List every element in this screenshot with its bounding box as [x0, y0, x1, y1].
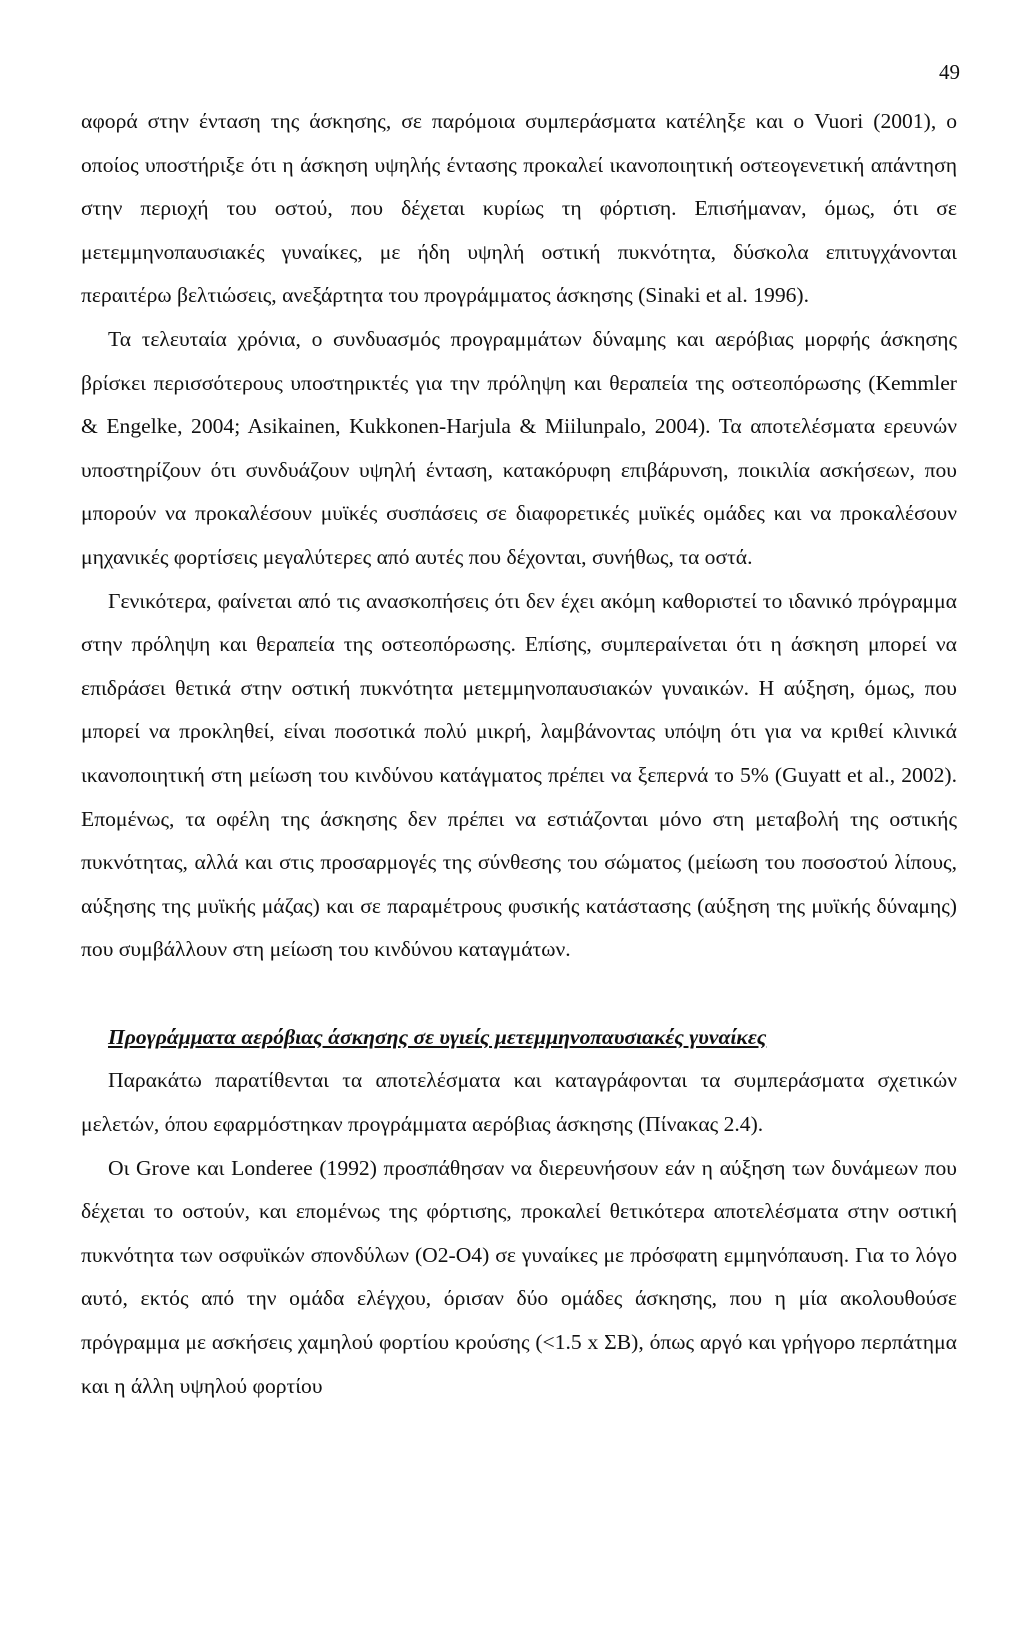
document-body — [81, 100, 957, 1408]
paragraph-1: αφορά στην ένταση της άσκησης, σε παρόμοια συμπεράσματα κατέληξε και ο Vuori (2001), ο οποίος υποστήριξε ότι η άσκηση υψηλής έντασης προκαλεί ικανοποιητική οστεογενετική απάντηση στην περιοχή του οστού, που δέχεται κυρίως τη φόρτιση. Επισήμαναν, όμως, ότι σε μετεμμηνοπαυσιακές γυναίκες, με ήδη υψηλή οστική πυκνότητα, δύσκολα επιτυγχάνονται περαιτέρω βελτιώσεις, ανεξάρτητα του προγράμματος άσκησης (Sinaki et al. 1996). — [81, 109, 957, 308]
section-heading: Προγράμματα αερόβιας άσκησης σε υγιείς μετεμμηνοπαυσιακές γυναίκες — [108, 1024, 767, 1049]
paragraph-5: Οι Grove και Londeree (1992) προσπάθησαν να διερευνήσουν εάν η αύξηση των δυνάμεων που δέχεται το οστούν, και επομένως της φόρτισης, προκαλεί θετικότερα αποτελέσματα στην οστική πυκνότητα των οσφυϊκών σπονδύλων (Ο2-Ο4) σε γυναίκες με πρόσφατη εμμηνόπαυση. Για το λόγο αυτό, εκτός από την ομάδα ελέγχου, όρισαν δύο ομάδες άσκησης, που η μία ακολουθούσε πρόγραμμα με ασκήσεις χαμηλού φορτίου κρούσης (<1.5 x ΣΒ), όπως αργό και γρήγορο περπάτημα και η άλλη υψηλού φορτίου — [81, 1155, 957, 1398]
paragraph-3: Γενικότερα, φαίνεται από τις ανασκοπήσεις ότι δεν έχει ακόμη καθοριστεί το ιδανικό πρόγραμμα στην πρόληψη και θεραπεία της οστεοπόρωσης. Επίσης, συμπεραίνεται ότι η άσκηση μπορεί να επιδράσει θετικά στην οστική πυκνότητα μετεμμηνοπαυσιακών γυναικών. Η αύξηση, όμως, που μπορεί να προκληθεί, είναι ποσοτικά πολύ μικρή, λαμβάνοντας υπόψη ότι για να κριθεί κλινικά ικανοποιητική στη μείωση του κινδύνου κατάγματος πρέπει να ξεπερνά το 5% (Guyatt et al., 2002). Επομένως, τα οφέλη της άσκησης δεν πρέπει να εστιάζονται μόνο στη μεταβολή της οστικής πυκνότητας, αλλά και στις προσαρμογές της σύνθεσης του σώματος (μείωση του ποσοστού λίπους, αύξησης της μυϊκής μάζας) και σε παραμέτρους φυσικής κατάστασης (αύξηση της μυϊκής δύναμης) που συμβάλλουν στη μείωση του κινδύνου καταγμάτων. — [81, 588, 957, 962]
page-number: 49 — [939, 60, 960, 84]
paragraph-4: Παρακάτω παρατίθενται τα αποτελέσματα και καταγράφονται τα συμπεράσματα σχετικών μελετών, όπου εφαρμόστηκαν προγράμματα αερόβιας άσκησης (Πίνακας 2.4). — [81, 1068, 957, 1137]
paragraph-2: Τα τελευταία χρόνια, ο συνδυασμός προγραμμάτων δύναμης και αερόβιας μορφής άσκησης βρίσκει περισσότερους υποστηρικτές για την πρόληψη και θεραπεία της οστεοπόρωσης (Kemmler & Engelke, 2004; Asikainen, Kukkonen-Harjula & Miilunpalo, 2004). Τα αποτελέσματα ερευνών υποστηρίζουν ότι συνδυάζουν υψηλή ένταση, κατακόρυφη επιβάρυνση, ποικιλία ασκήσεων, που μπορούν να προκαλέσουν μυϊκές συσπάσεις σε διαφορετικές μυϊκές ομάδες και να προκαλέσουν μηχανικές φορτίσεις μεγαλύτερες από αυτές που δέχονται, συνήθως, τα οστά. — [81, 326, 957, 569]
